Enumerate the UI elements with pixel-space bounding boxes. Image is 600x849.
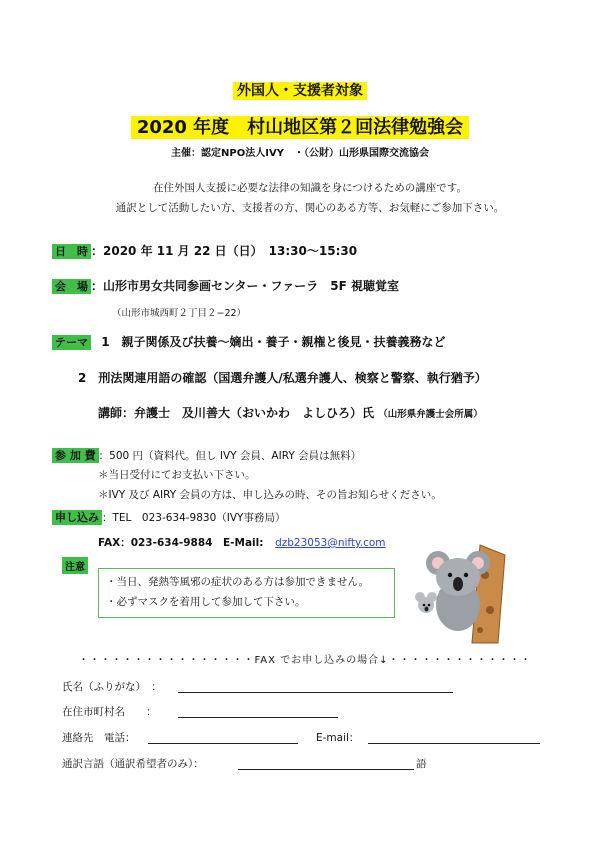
lecturer-affiliation: （山形県弁護士会所属） bbox=[378, 409, 483, 420]
notes-line-1: ・当日、発熱等風邪の症状のある方は参加できません。 bbox=[106, 576, 370, 588]
email-field[interactable] bbox=[368, 729, 540, 744]
email-link[interactable]: dzb23053@nifty.com bbox=[275, 537, 386, 549]
city-label: 在住市町村名 ： bbox=[62, 706, 157, 718]
target-audience: 外国人・支援者対象 bbox=[0, 80, 600, 100]
apply-row bbox=[52, 509, 285, 525]
theme-item-2: 2 刑法関連用語の確認（国選弁護人/私選弁護人、検察と警察、執行猶予） bbox=[78, 371, 487, 385]
language-field[interactable] bbox=[238, 755, 414, 770]
intro-line-1: 在住外国人支援に必要な法律の知識を身につけるための講座です。 bbox=[153, 182, 467, 194]
lecturer-name: 講師：弁護士 及川善大（おいかわ よしひろ）氏 bbox=[98, 406, 375, 420]
venue-label: 会 場 bbox=[52, 279, 91, 294]
email-label: E-mail： bbox=[316, 732, 360, 744]
apply-fax: FAX：023-634-9884 E-Mail: bbox=[98, 537, 264, 549]
phone-label: 連絡先 電話： bbox=[62, 732, 136, 744]
fee-row bbox=[52, 447, 361, 463]
date-value: ：2020 年 11 月 22 日（日） 13:30～15:30 bbox=[91, 244, 358, 258]
fee-note-2: ＊IVY 及び AIRY 会員の方は、申し込みの時、その旨お知らせください。 bbox=[98, 489, 442, 501]
theme-item-1: 1 親子関係及び扶養～嫡出・養子・親権と後見・扶養義務など bbox=[101, 335, 446, 349]
fee-value: ：500 円（資料代。但し IVY 会員、AIRY 会員は無料） bbox=[98, 450, 362, 462]
date-label: 日 時 bbox=[52, 244, 91, 259]
lecturer bbox=[98, 404, 483, 421]
page-title: 2020 年度 村山地区第２回法律勉強会 bbox=[0, 113, 600, 139]
notes-line-2: ・必ずマスクを着用して参加して下さい。 bbox=[106, 596, 306, 608]
city-field[interactable] bbox=[178, 703, 338, 718]
venue-value: ：山形市男女共同参画センター・ファーラ 5F 視聴覚室 bbox=[91, 279, 400, 293]
theme-label: テーマ bbox=[52, 335, 91, 350]
fee-note-1: ＊当日受付にてお支払い下さい。 bbox=[98, 469, 256, 481]
fax-divider: ・・・・・・・・・・・・・・・・FAX でお申し込みの場合↓・・・・・・・・・・・・・ bbox=[78, 655, 532, 666]
fee-label: 参 加 費 bbox=[52, 448, 99, 463]
intro-line-2: 通訳として活動したい方、支援者の方、関心のある方等、お気軽にご参加下さい。 bbox=[115, 202, 505, 214]
koala-illustration bbox=[410, 535, 530, 645]
name-field[interactable] bbox=[178, 678, 453, 693]
name-label: 氏名（ふりがな） ： bbox=[62, 681, 162, 693]
apply-label: 申し込み bbox=[52, 510, 102, 525]
apply-tel: ：TEL 023-634-9830（IVY事務局） bbox=[102, 512, 286, 524]
venue-row bbox=[52, 277, 399, 294]
apply-fax-row bbox=[98, 535, 386, 550]
phone-field[interactable] bbox=[148, 729, 298, 744]
language-label: 通訳言語（通訳希望者のみ）： bbox=[62, 758, 204, 770]
theme-row bbox=[52, 333, 446, 350]
intro-text bbox=[60, 178, 560, 218]
venue-address: （山形市城西町２丁目２−22） bbox=[112, 308, 247, 319]
sponsor: 主催：認定NPO法人IVY ・（公財）山形県国際交流協会 bbox=[171, 148, 429, 159]
notes-label: 注意 bbox=[62, 557, 88, 574]
language-suffix: 語 bbox=[416, 758, 427, 770]
date-row bbox=[52, 242, 357, 259]
